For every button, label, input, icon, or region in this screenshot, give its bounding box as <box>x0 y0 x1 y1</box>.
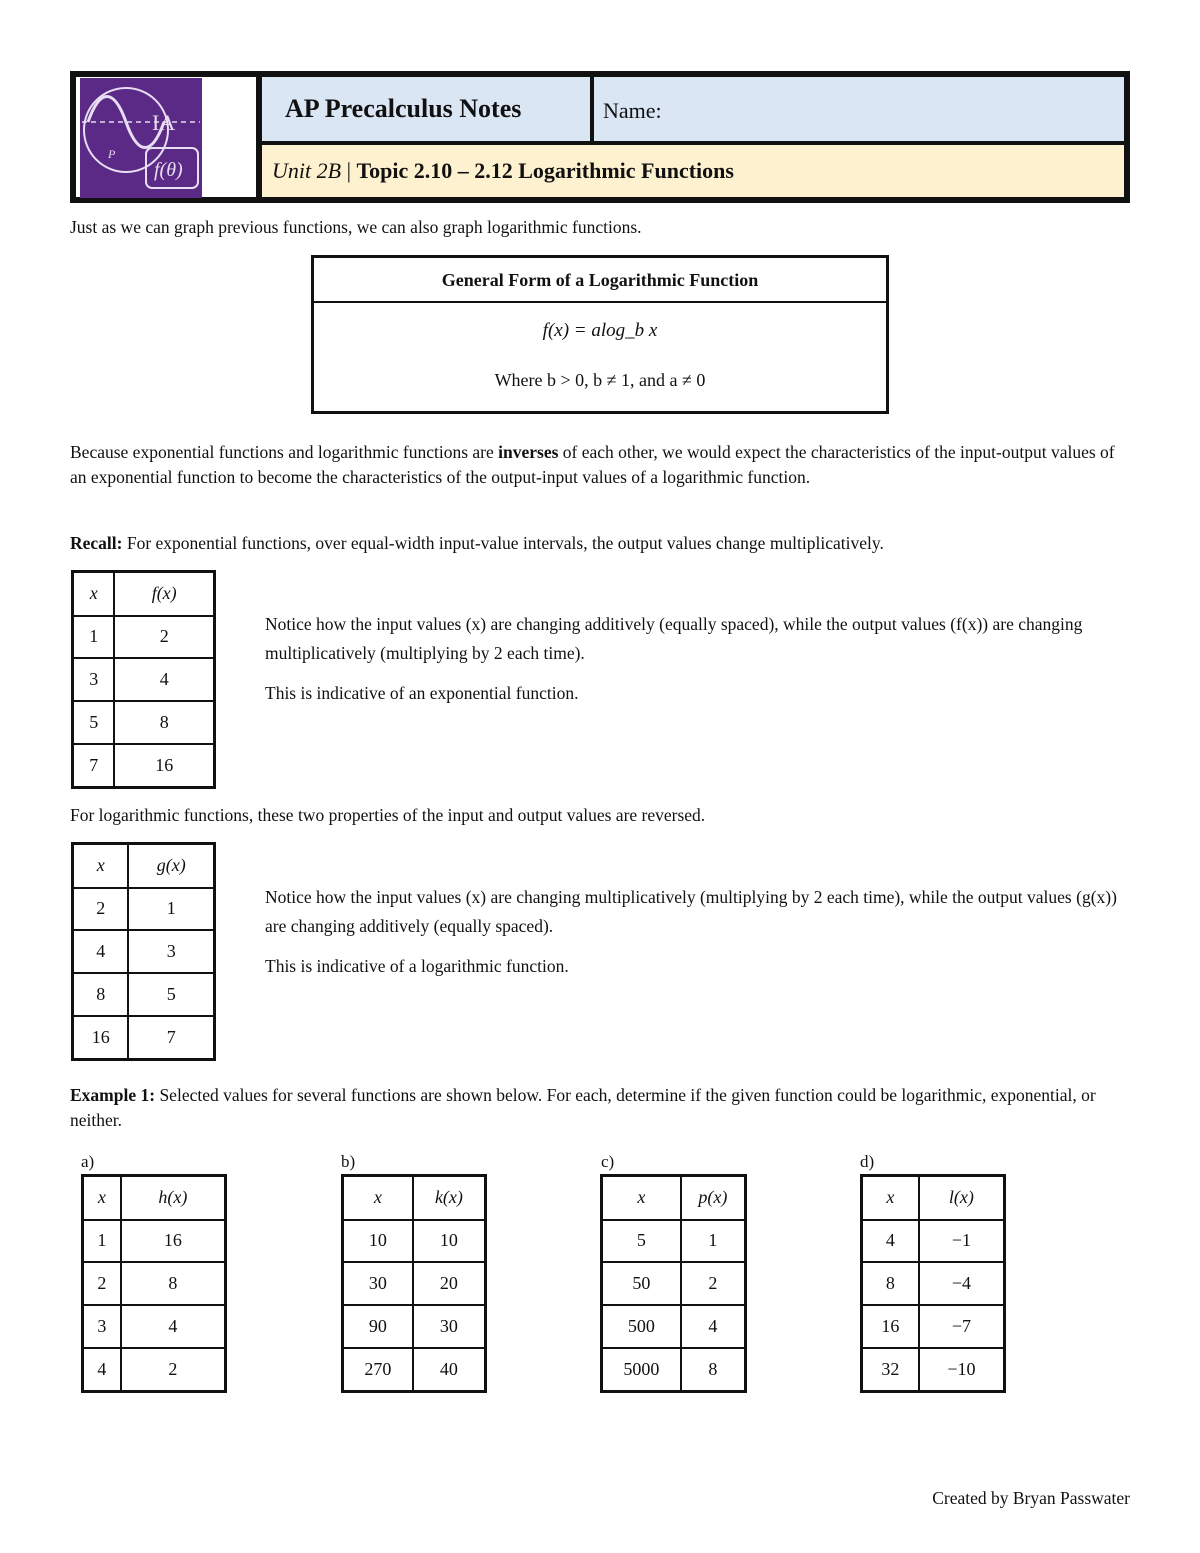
inverse-text-after: of each other, we would expect the characteristics of the input-output values of an exponential function to become the characteristics of the output-input values of a logarithmic function. <box>70 442 1115 487</box>
table-cell: 4 <box>121 1305 226 1348</box>
table-header: x <box>343 1176 413 1220</box>
table-cell: 4 <box>83 1348 121 1392</box>
table-cell: 2 <box>681 1262 746 1305</box>
example-text: Selected values for several functions are shown below. For each, determine if the given function could be logarithmic, exponential, or neither. <box>70 1085 1096 1130</box>
table-cell: 8 <box>862 1262 919 1305</box>
table-cell: 5 <box>602 1220 681 1263</box>
table-cell: 3 <box>83 1305 121 1348</box>
table-cell: 8 <box>114 701 214 744</box>
inverse-paragraph <box>70 440 1130 490</box>
table-header: f(x) <box>114 572 214 616</box>
example-paragraph <box>70 1083 1130 1133</box>
table-cell: −10 <box>919 1348 1005 1392</box>
table-header-row <box>862 1176 1005 1220</box>
inverse-text-before: Because exponential functions and logarithmic functions are <box>70 442 499 462</box>
table-row <box>862 1262 1005 1305</box>
exp-note-1: Notice how the input values (x) are changing additively (equally spaced), while the output values (f(x)) are changing multiplicatively (multiplying by 2 each time). <box>265 614 1083 663</box>
table-row <box>73 616 215 659</box>
general-form-heading: General Form of a Logarithmic Function <box>314 258 886 303</box>
table-cell: 1 <box>83 1220 121 1263</box>
table-row <box>73 744 215 788</box>
table-row <box>343 1262 486 1305</box>
table-cell: 16 <box>114 744 214 788</box>
table-row <box>343 1348 486 1392</box>
table-cell: 4 <box>114 658 214 701</box>
exp-table <box>71 570 216 789</box>
table-row <box>73 888 215 931</box>
topic-label: Topic 2.10 – 2.12 Logarithmic Functions <box>356 158 734 183</box>
table-cell: 1 <box>73 616 115 659</box>
table-cell: 2 <box>73 888 129 931</box>
table-row <box>602 1220 746 1263</box>
table-row <box>343 1305 486 1348</box>
table-cell: 7 <box>73 744 115 788</box>
table-row <box>602 1348 746 1392</box>
table-header-row <box>83 1176 226 1220</box>
unit-topic <box>272 158 734 184</box>
name-cell[interactable] <box>594 77 1124 141</box>
table-row <box>83 1262 226 1305</box>
table-cell: 50 <box>602 1262 681 1305</box>
table-cell: 16 <box>862 1305 919 1348</box>
table-cell: 16 <box>121 1220 226 1263</box>
reversed-text: For logarithmic functions, these two properties of the input and output values are reversed. <box>70 805 706 825</box>
example-label: Example 1: <box>70 1085 156 1105</box>
table-row <box>73 973 215 1016</box>
table-cell: 3 <box>73 658 115 701</box>
table-cell: 5000 <box>602 1348 681 1392</box>
example-b-label: b) <box>341 1152 356 1171</box>
table-row <box>83 1348 226 1392</box>
table-cell: −4 <box>919 1262 1005 1305</box>
table-row <box>862 1220 1005 1263</box>
table-cell: 3 <box>128 930 214 973</box>
table-cell: 8 <box>121 1262 226 1305</box>
table-header: x <box>862 1176 919 1220</box>
unit-separator: | <box>341 158 357 183</box>
table-cell: 1 <box>128 888 214 931</box>
logo-text-left: P <box>108 147 116 161</box>
table-row <box>862 1348 1005 1392</box>
table-cell: 5 <box>128 973 214 1016</box>
log-note-1: Notice how the input values (x) are changing multiplicatively (multiplying by 2 each time), while the output values (g(x)) are changing additively (equally spaced). <box>265 887 1117 936</box>
name-label: Name: <box>603 98 662 123</box>
logo-graphic <box>80 78 202 198</box>
table-row <box>602 1305 746 1348</box>
table-row <box>73 930 215 973</box>
table-cell: 1 <box>681 1220 746 1263</box>
table-cell: 2 <box>83 1262 121 1305</box>
table-cell: 270 <box>343 1348 413 1392</box>
example-a-label: a) <box>81 1152 95 1171</box>
table-cell: 4 <box>73 930 129 973</box>
table-cell: 30 <box>413 1305 486 1348</box>
recall-text: For exponential functions, over equal-width input-value intervals, the output values change multiplicatively. <box>122 533 884 553</box>
table-cell: 5 <box>73 701 115 744</box>
exp-note-2: This is indicative of an exponential function. <box>265 683 579 703</box>
example-d-table <box>860 1174 1006 1393</box>
table-cell: 40 <box>413 1348 486 1392</box>
course-logo <box>80 78 202 198</box>
table-cell: 16 <box>73 1016 129 1060</box>
table-cell: 2 <box>121 1348 226 1392</box>
table-header: g(x) <box>128 844 214 888</box>
log-note-2: This is indicative of a logarithmic function. <box>265 956 569 976</box>
table-header-row <box>73 572 215 616</box>
example-a-table <box>81 1174 227 1393</box>
table-header: h(x) <box>121 1176 226 1220</box>
footer-credit: Created by Bryan Passwater <box>932 1488 1130 1508</box>
table-row <box>83 1305 226 1348</box>
table-row <box>73 701 215 744</box>
table-cell: 90 <box>343 1305 413 1348</box>
intro-text: Just as we can graph previous functions, we can also graph logarithmic functions. <box>70 217 642 237</box>
page-title: AP Precalculus Notes <box>285 94 522 123</box>
logo-text-right: IA <box>152 110 176 135</box>
general-form-condition: Where b > 0, b ≠ 1, and a ≠ 0 <box>494 370 706 390</box>
example-b-table <box>341 1174 487 1393</box>
recall-paragraph <box>70 531 1130 556</box>
table-header-row <box>343 1176 486 1220</box>
table-cell: 7 <box>128 1016 214 1060</box>
table-cell: 500 <box>602 1305 681 1348</box>
table-cell: −1 <box>919 1220 1005 1263</box>
table-cell: 4 <box>862 1220 919 1263</box>
table-header: p(x) <box>681 1176 746 1220</box>
table-cell: 8 <box>681 1348 746 1392</box>
table-cell: 32 <box>862 1348 919 1392</box>
example-d-label: d) <box>860 1152 875 1171</box>
table-cell: 20 <box>413 1262 486 1305</box>
table-header: x <box>73 572 115 616</box>
table-row <box>73 1016 215 1060</box>
table-cell: 10 <box>413 1220 486 1263</box>
table-cell: 2 <box>114 616 214 659</box>
table-row <box>73 658 215 701</box>
table-cell: 30 <box>343 1262 413 1305</box>
table-cell: 4 <box>681 1305 746 1348</box>
table-row <box>862 1305 1005 1348</box>
table-header: x <box>83 1176 121 1220</box>
logo-func: f(θ) <box>154 159 183 181</box>
table-header: k(x) <box>413 1176 486 1220</box>
unit-label: Unit 2B <box>272 158 342 183</box>
table-header: l(x) <box>919 1176 1005 1220</box>
table-cell: −7 <box>919 1305 1005 1348</box>
table-row <box>602 1262 746 1305</box>
table-row <box>343 1220 486 1263</box>
example-c-table <box>600 1174 747 1393</box>
table-cell: 10 <box>343 1220 413 1263</box>
inverse-bold: inverses <box>498 442 559 462</box>
example-c-label: c) <box>601 1152 615 1171</box>
log-table <box>71 842 216 1061</box>
table-header: x <box>73 844 129 888</box>
table-cell: 8 <box>73 973 129 1016</box>
table-row <box>83 1220 226 1263</box>
recall-label: Recall: <box>70 533 123 553</box>
table-header-row <box>602 1176 746 1220</box>
table-header-row <box>73 844 215 888</box>
general-form-formula: f(x) = alog_b x <box>542 320 658 341</box>
table-header: x <box>602 1176 681 1220</box>
